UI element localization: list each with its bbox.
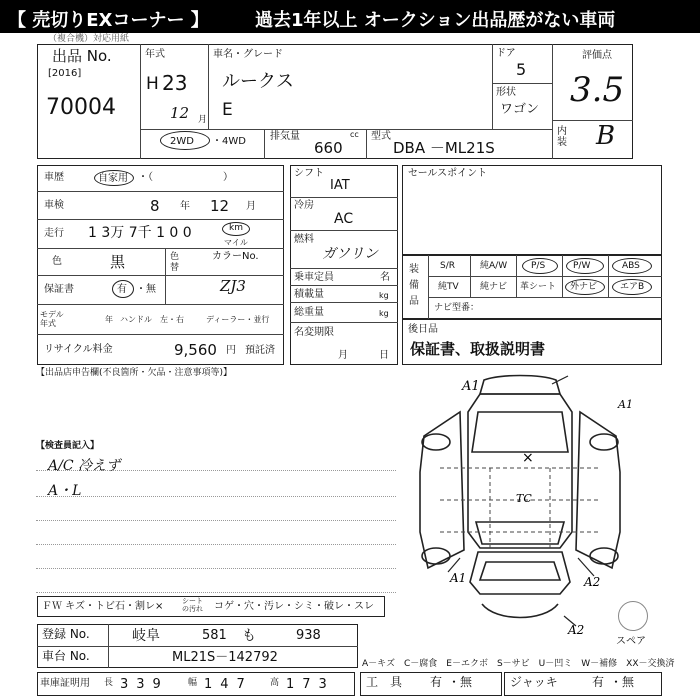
declaration-label: 【出品店申告欄(不良箇所・欠品・注意事項等)】	[36, 368, 233, 378]
change-deadline-label: 名変期限	[294, 327, 334, 338]
shift-label: シフト	[294, 168, 324, 179]
car-label: 車名・グレード	[213, 49, 283, 60]
banner	[0, 0, 700, 33]
score-value: 3.5	[570, 70, 625, 110]
history-label: 車歴	[44, 172, 64, 183]
diagram-mark-a2-bottom: A2	[568, 623, 585, 634]
body-shape-label: 形状	[496, 87, 516, 98]
certificate-length-label: 長	[104, 678, 114, 688]
car-name: ルークス	[222, 71, 294, 92]
warranty-no: ・無	[136, 284, 156, 295]
equip-airbag: エアB	[620, 282, 645, 292]
body-shape-value: ワゴン	[500, 102, 540, 117]
ac-label: 冷房	[294, 200, 314, 211]
mileage-mile: マイル	[224, 238, 248, 247]
chassis-label: 車台 No.	[42, 649, 90, 663]
spare-label: スペア	[616, 636, 646, 647]
equip-pw: P/W	[573, 261, 591, 271]
recycle-unit: 円	[226, 345, 236, 356]
color-value: 黒	[110, 253, 126, 271]
damage-legend-row2: A－キズ C－腐食 E－エクボ S－サビ U－凹ミ W－補修 XX－交換済	[362, 659, 675, 669]
year-era: H	[146, 74, 159, 94]
banner-left: 【 売切りEXコーナー 】	[8, 10, 209, 31]
after-items-value: 保証書、取扱説明書	[410, 340, 546, 358]
equip-extnav: 外ナビ	[570, 282, 598, 292]
tools-yes: 有	[430, 675, 443, 689]
damage-legend-seat: シートの汚れ	[182, 597, 203, 613]
displacement-value: 660	[314, 139, 343, 157]
drive-4wd: ・4WD	[212, 136, 246, 147]
inspector-note-2: A・L	[48, 483, 82, 499]
car-diagram	[400, 372, 640, 634]
diagram-mark-a1-left: A1	[450, 571, 467, 585]
jack-no: ・無	[610, 675, 635, 689]
fuel-value: ガソリン	[322, 246, 378, 262]
lot-number: 70004	[46, 95, 116, 120]
color-label: 色	[52, 256, 62, 267]
equip-leather: 革シート	[520, 282, 557, 292]
doors-label: ドア	[496, 48, 516, 59]
change-deadline-month: 月	[338, 350, 348, 361]
model-year-label: モデル年式	[40, 310, 64, 328]
shift-value: IAT	[330, 178, 350, 193]
equip-awh: 純A/W	[480, 261, 508, 271]
gross-unit: kg	[379, 309, 389, 318]
mileage-value: 1 3万 7千 1 0 0	[88, 225, 192, 241]
drive-2wd: 2WD	[170, 136, 194, 147]
year-month: 12	[170, 104, 190, 122]
jack-label: ジャッキ	[510, 675, 558, 689]
certificate-width: 147	[204, 677, 253, 692]
tools-no: ・無	[448, 675, 473, 689]
equip-abs: ABS	[622, 261, 640, 271]
diagram-mark-a2-right: A2	[584, 575, 601, 589]
displacement-label: 排気量	[270, 131, 300, 142]
diagram-mark-x: ×	[522, 450, 534, 466]
inspection-year: 8	[150, 197, 160, 215]
color-code-label: カラーNo.	[212, 251, 259, 262]
recycle-note: 預託済	[245, 345, 275, 356]
warranty-yes: 有	[117, 284, 127, 295]
car-grade: E	[222, 100, 233, 120]
equip-ps: P/S	[531, 261, 546, 271]
certificate-length: 339	[120, 677, 169, 692]
lot-label: 出品 No.	[52, 47, 112, 65]
model-year-unit: 年	[105, 315, 113, 324]
score-label: 評価点	[582, 50, 612, 61]
interior-label: 内装	[557, 126, 567, 148]
subheader: （複合機）対応用紙	[48, 34, 130, 44]
inspection-label: 車検	[44, 200, 64, 211]
model-label: 型式	[371, 131, 391, 142]
damage-legend-row1b: コゲ・穴・汚レ・シミ・破レ・スレ	[214, 601, 374, 612]
inspector-label: 【検査員記入】	[36, 441, 100, 451]
vehicle-info-block	[37, 165, 284, 365]
year-label: 年式	[145, 49, 165, 60]
registration-class: 581	[202, 628, 227, 643]
inspection-month-unit: 月	[246, 201, 256, 212]
equip-nav: 純ナビ	[480, 282, 508, 292]
color-code: ZJ3	[220, 277, 246, 295]
tools-label: 工 具	[366, 675, 403, 689]
chassis-value: ML21S－142792	[172, 650, 278, 665]
inspection-month: 12	[210, 197, 230, 215]
damage-legend-row1: ＦＷ キズ・トビ石・割レ×	[42, 601, 164, 612]
load-unit: kg	[379, 291, 389, 300]
load-label: 積載量	[294, 289, 324, 300]
recycle-value: 9,560	[174, 341, 217, 359]
certificate-height-label: 高	[270, 678, 280, 688]
equip-nav-model: ナビ型番：	[434, 303, 480, 313]
registration-kana: も	[242, 628, 256, 644]
certificate-label: 車庫証明用	[40, 678, 90, 689]
registration-label: 登録 No.	[42, 627, 90, 641]
mileage-km: km	[229, 223, 243, 233]
certificate-height: 173	[286, 677, 335, 692]
recycle-label: リサイクル料金	[44, 344, 113, 355]
inspector-note-1: A/C 冷えず	[48, 458, 120, 474]
spare-tire-icon	[618, 601, 648, 631]
registration-number: 938	[296, 628, 321, 643]
capacity-label: 乗車定員	[294, 272, 334, 283]
change-deadline-day: 日	[379, 350, 389, 361]
history-rest: ・（ ）	[138, 172, 233, 183]
year-month-unit: 月	[198, 115, 208, 125]
diagram-mark-tc: TC	[516, 492, 532, 505]
registration-region: 岐阜	[132, 628, 160, 644]
banner-right: 過去1年以上 オークション出品歴がない車両	[255, 10, 616, 31]
warranty-label: 保証書	[44, 284, 74, 295]
sales-point-label: セールスポイント	[408, 168, 488, 179]
doors-value: 5	[516, 60, 527, 79]
equipment-label: 装備品	[409, 264, 419, 307]
displacement-unit: cc	[350, 130, 359, 139]
equip-tv: 純TV	[438, 282, 459, 292]
year-value: 23	[162, 71, 188, 95]
fuel-label: 燃料	[294, 234, 314, 245]
mileage-label: 走行	[44, 228, 64, 239]
model-value: DBA －ML21S	[393, 139, 495, 157]
diagram-mark-a1-top: A1	[462, 379, 480, 394]
interior-value: B	[596, 121, 616, 151]
equip-sr: S/R	[440, 261, 455, 271]
lot-year-tag: [2016]	[48, 68, 82, 79]
after-items-label: 後日品	[408, 324, 438, 335]
model-year-handle: ハンドル 左・右	[120, 315, 184, 324]
jack-yes: 有	[592, 675, 605, 689]
history-value: 自家用	[98, 173, 128, 184]
inspection-year-unit: 年	[180, 201, 190, 212]
model-year-dealer: ディーラー・並行	[206, 315, 270, 324]
capacity-unit: 名	[380, 272, 390, 283]
color-change-label: 色替	[170, 252, 180, 273]
diagram-mark-a1-right: A1	[618, 398, 633, 411]
ac-value: AC	[334, 211, 354, 227]
gross-label: 総重量	[294, 307, 324, 318]
certificate-width-label: 幅	[188, 678, 198, 688]
